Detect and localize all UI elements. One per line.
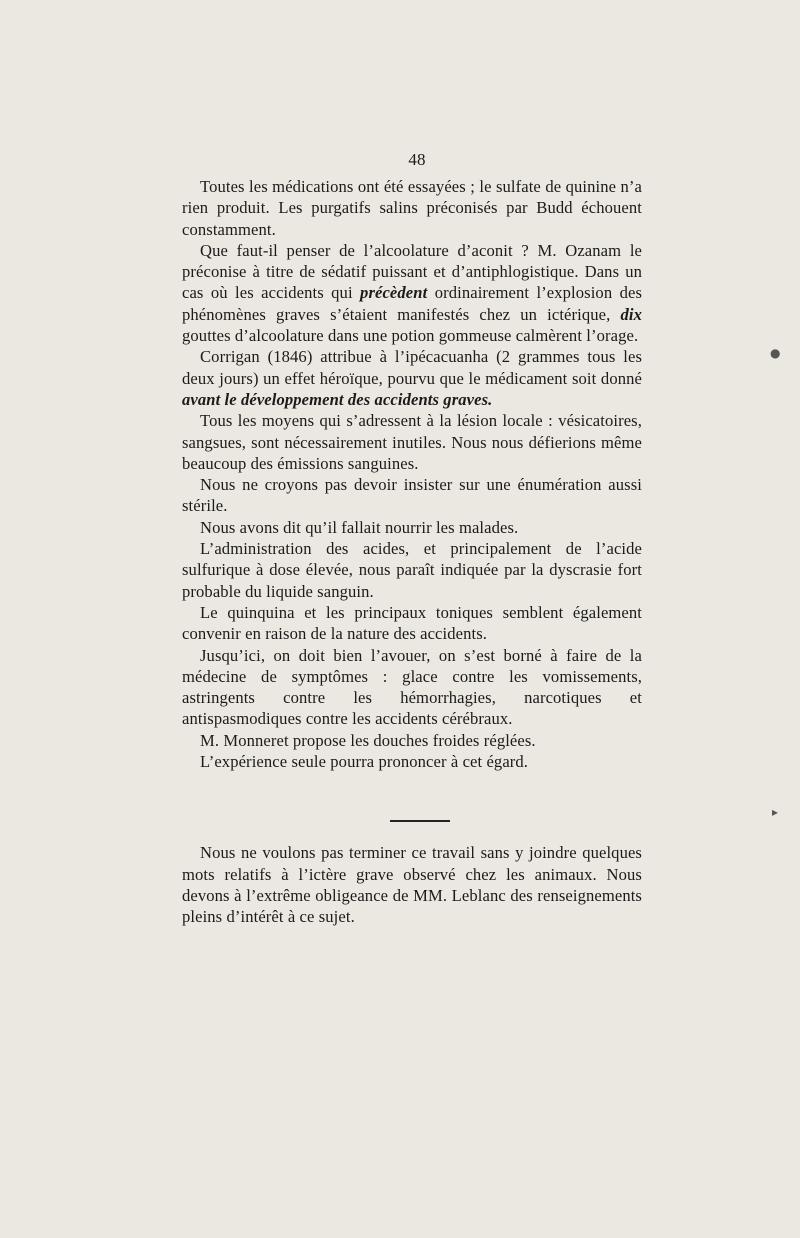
margin-speck: ● [770, 346, 781, 360]
paragraph [182, 751, 642, 772]
paragraph [182, 474, 642, 517]
paragraph-text: M. Monneret propose les douches froides réglées. [200, 730, 536, 750]
page-number: 48 [408, 150, 426, 169]
paragraph-text: Jusqu’ici, on doit bien l’avouer, on s’est borné à faire de la médecine de symptômes : glace contre les vomissements, astringents contre les hémorrhagies, narcotiques et antispasmodiques contre les accidents cérébraux. [182, 645, 642, 729]
paragraph [182, 645, 642, 730]
paragraph [182, 410, 642, 474]
paragraph-text: ordinairement l’explosion des phénomènes graves s’étaient manifestés chez un ictérique, [182, 283, 643, 324]
paragraph-text: Tous les moyens qui s’adressent à la lésion locale : vésicatoires, sangsues, sont nécessairement inutiles. Nous nous défierions même beaucoup des émissions sanguines. [182, 411, 642, 473]
section-divider [390, 820, 450, 822]
margin-speck: ▸ [772, 805, 779, 819]
paragraph [182, 842, 642, 927]
paragraph-text: Nous ne voulons pas terminer ce travail sans y joindre quelques mots relatifs à l’ictère grave observé chez les animaux. Nous devons à l’extrême obligeance de MM. Leblanc des renseignements pleins d’intérêt à ce sujet. [182, 843, 642, 927]
paragraph-text: Que faut-il penser de l’alcoolature d’aconit ? M. Ozanam le préconise à titre de sédatif puissant et d’antiphlogistique. Dans un cas où les accidents qui [182, 240, 642, 303]
italic-text: précèdent [360, 283, 428, 303]
paragraph-text: Nous ne croyons pas devoir insister sur une énumération aussi stérile. [182, 475, 642, 516]
paragraph [182, 730, 642, 751]
italic-text: dix [620, 304, 642, 324]
paragraph [182, 346, 642, 410]
paragraph [182, 538, 642, 602]
paragraph-text: gouttes d’alcoolature dans une potion gommeuse calmèrent l’orage. [182, 326, 639, 346]
paragraph [182, 240, 642, 346]
paragraph-text: L’administration des acides, et principalement de l’acide sulfurique à dose élevée, nous paraît indiquée par la dyscrasie fort probable du liquide sanguin. [182, 539, 642, 601]
paragraph [182, 517, 642, 538]
paragraph [182, 176, 642, 240]
paragraph-text: Corrigan (1846) attribue à l’ipécacuanha (2 grammes tous les deux jours) un effet héroïque, pourvu que le médicament soit donné [182, 347, 642, 388]
paragraph-text: Le quinquina et les principaux toniques semblent également convenir en raison de la nature des accidents. [182, 602, 642, 644]
paragraph [182, 602, 642, 645]
paragraph-text: L’expérience seule pourra prononcer à cet égard. [200, 752, 529, 772]
paragraph-text: Nous avons dit qu’il fallait nourrir les malades. [200, 517, 519, 537]
paragraph-text: Toutes les médications ont été essayées ; le sulfate de quinine n’a rien produit. Les purgatifs salins préconisés par Budd échouent constamment. [182, 177, 642, 239]
italic-text: avant le développement des accidents graves. [182, 389, 493, 409]
page-text [182, 150, 642, 928]
